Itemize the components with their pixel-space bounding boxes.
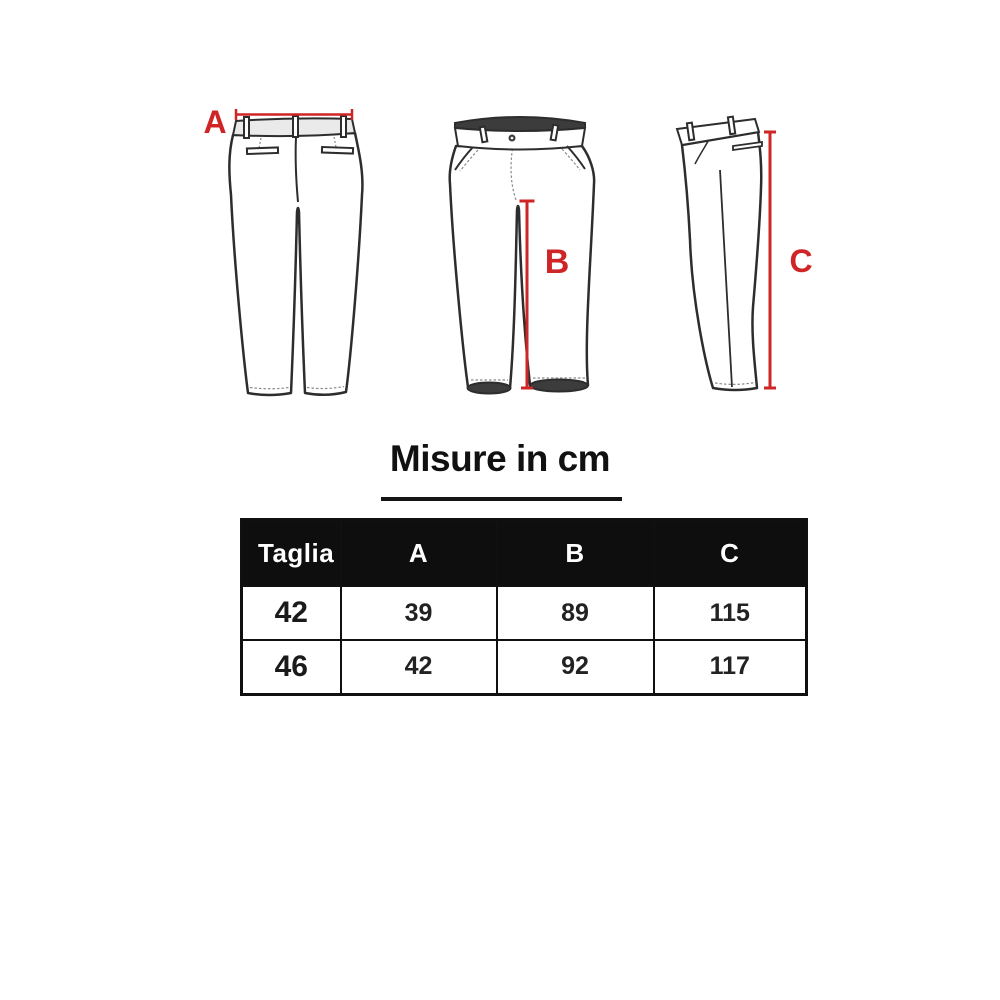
pocket-stitch [460, 149, 580, 171]
size-table [240, 518, 808, 696]
cell-b: 92 [497, 640, 654, 694]
back-welt-pockets [247, 147, 353, 154]
header-taglia: Taglia [242, 520, 341, 587]
measure-label-b: B [544, 243, 570, 281]
leg-crease [720, 170, 732, 387]
pants-side-view-drawing [660, 100, 820, 410]
pants-front-view-figure [430, 100, 620, 410]
size-table-header-row [242, 520, 807, 587]
header-a: A [341, 520, 497, 587]
header-b: B [497, 520, 654, 587]
size-row-42 [242, 586, 807, 640]
measure-label-a: A [203, 104, 227, 140]
cell-b: 89 [497, 586, 654, 640]
cell-size: 42 [242, 586, 341, 640]
waistband-front [455, 128, 585, 150]
cell-a: 39 [341, 586, 497, 640]
pants-side-view-figure [660, 100, 820, 410]
header-c: C [654, 520, 807, 587]
pants-side-outline [682, 132, 761, 390]
measure-label-c: C [789, 243, 813, 279]
cell-size: 46 [242, 640, 341, 694]
pants-front-outline [450, 146, 594, 390]
size-row-46 [242, 640, 807, 694]
cell-c: 115 [654, 586, 807, 640]
title-underline [381, 497, 622, 501]
page-title: Misure in cm [389, 438, 611, 479]
hem-stitch-lines [250, 387, 344, 389]
pants-back-view-figure [200, 100, 400, 410]
measure-line-c [764, 132, 776, 388]
center-back-seam [296, 137, 298, 202]
cell-c: 117 [654, 640, 807, 694]
waist-button [509, 135, 516, 142]
pants-front-view-drawing [430, 100, 620, 410]
cell-a: 42 [341, 640, 497, 694]
pants-back-view-drawing [200, 100, 400, 410]
fly-stitch [511, 144, 516, 200]
hem-stitch-line [715, 383, 755, 385]
back-pocket-welt [733, 142, 762, 150]
